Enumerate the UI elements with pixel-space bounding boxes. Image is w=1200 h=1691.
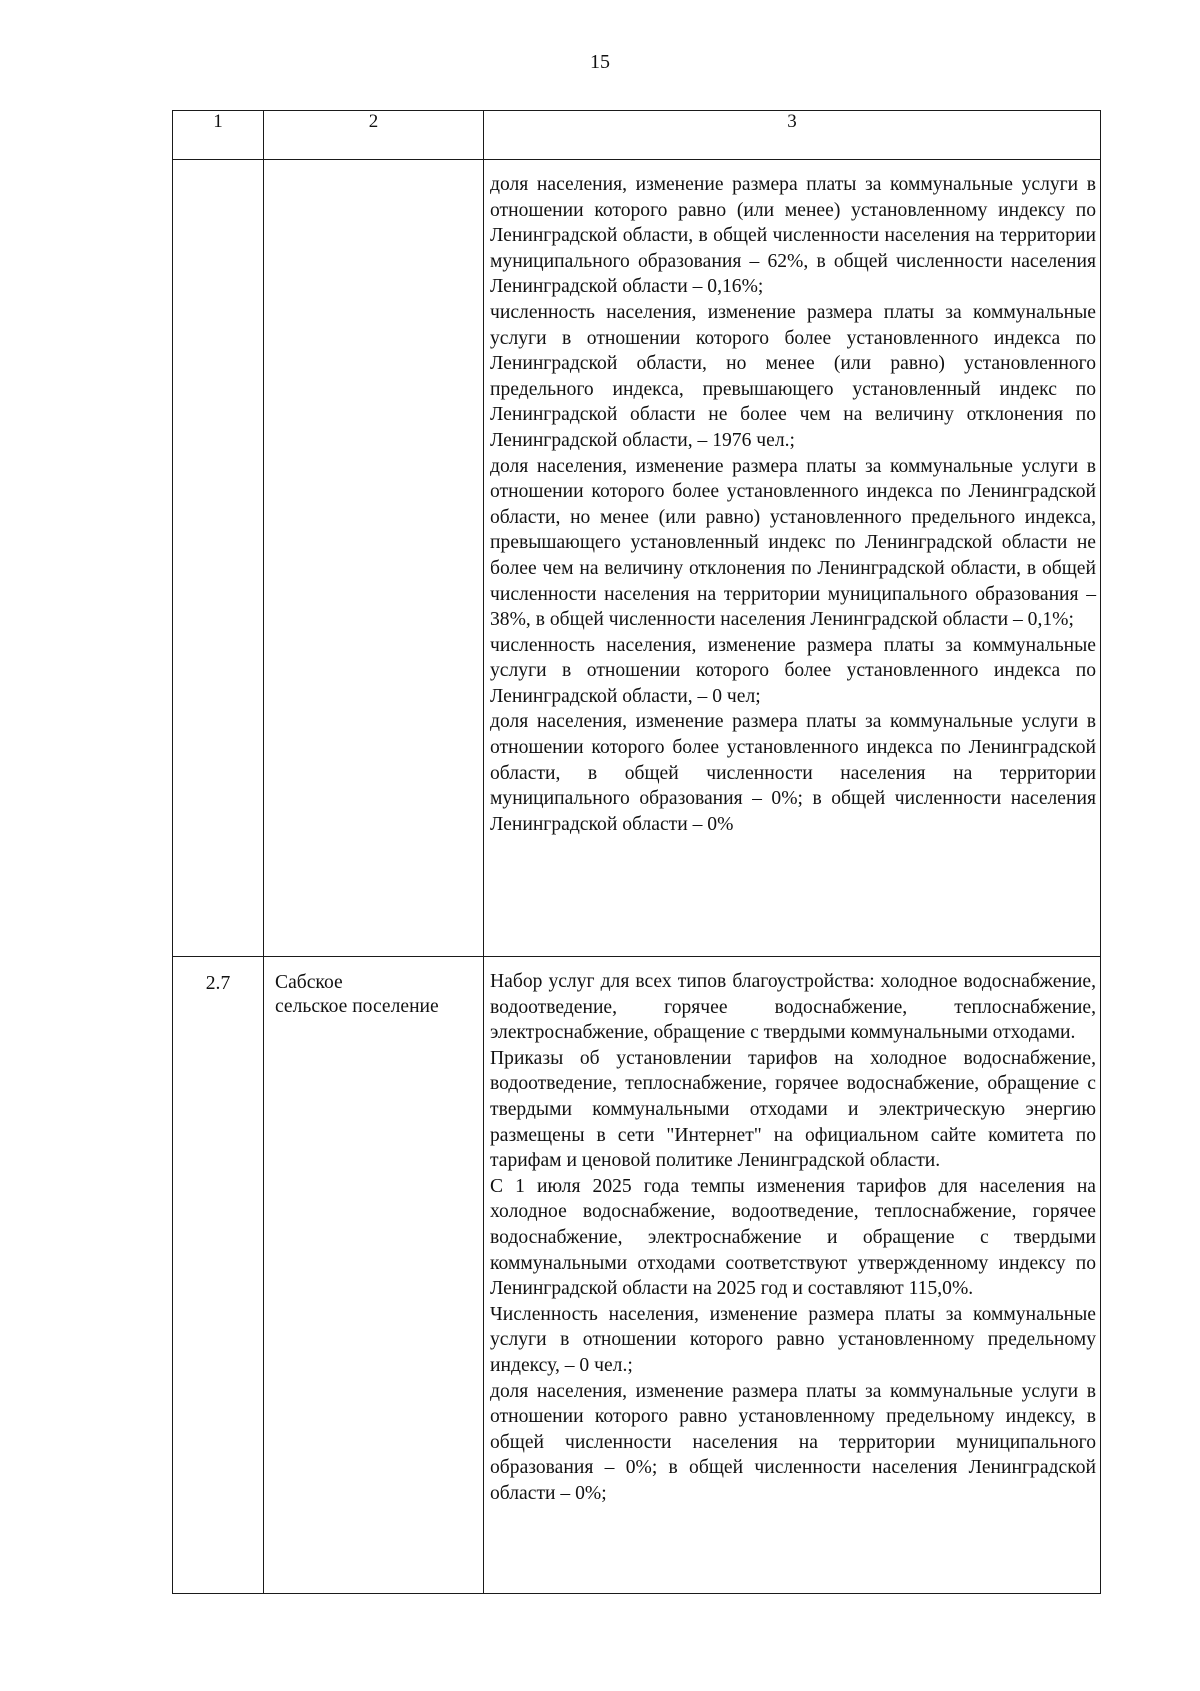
column-header-1: 1	[173, 111, 264, 160]
description-paragraph: доля населения, изменение размера платы за коммунальные услуги в отношении которого более установленного индекса по Ленинградской области, в общей численности населения на территории муниципального образования – 0%; в общей численности населения Ленинградской области – 0%	[490, 711, 1096, 835]
data-table	[172, 110, 1101, 1594]
table-row	[173, 957, 1101, 1594]
page-number: 15	[590, 51, 610, 73]
description-paragraph: Приказы об установлении тарифов на холодное водоснабжение, водоотведение, теплоснабжение, горячее водоснабжение, обращение с твердыми коммунальными отходами и электрическую энергию размещены в сети "Интернет" на официальном сайте комитета по тарифам и ценовой политике Ленинградской области.	[490, 1047, 1096, 1172]
column-header-3: 3	[484, 111, 1101, 160]
row-description-cell	[484, 160, 1101, 957]
row-name-cell	[264, 957, 484, 1594]
description-paragraph: доля населения, изменение размера платы за коммунальные услуги в отношении которого более установленного индекса по Ленинградской области, но менее (или равно) установленного предельного индекса, превышающего установленный индекс по Ленинградской области не более чем на величину отклонения по Ленинградской области, в общей численности населения на территории муниципального образования – 38%, в общей численности населения Ленинградской области – 0,1%;	[490, 455, 1096, 631]
settlement-name-line: Сабское	[275, 972, 343, 993]
row-number-cell: 2.7	[173, 957, 264, 1594]
description-paragraph: численность населения, изменение размера платы за коммунальные услуги в отношении которого более установленного индекса по Ленинградской области, но менее (или равно) установленного предельного индекса, превышающего установленный индекс по Ленинградской области не более чем на величину отклонения по Ленинградской области, – 1976 чел.;	[490, 301, 1096, 451]
row-description-cell	[484, 957, 1101, 1594]
description-paragraph: численность населения, изменение размера платы за коммунальные услуги в отношении которого более установленного индекса по Ленинградской области, – 0 чел;	[490, 634, 1096, 707]
column-header-2: 2	[264, 111, 484, 160]
table-header-row	[173, 111, 1101, 160]
description-paragraph: С 1 июля 2025 года темпы изменения тарифов для населения на холодное водоснабжение, водоотведение, теплоснабжение, горячее водоснабжение, электроснабжение и обращение с твердыми коммунальными отходами соответствуют утвержденному индексу по Ленинградской области на 2025 год и составляют 115,0%.	[490, 1175, 1096, 1300]
description-paragraph: доля населения, изменение размера платы за коммунальные услуги в отношении которого равно (или менее) установленному индексу по Ленинградской области, в общей численности населения на территории муниципального образования – 62%, в общей численности населения Ленинградской области – 0,16%;	[490, 174, 1096, 298]
description-paragraph: доля населения, изменение размера платы за коммунальные услуги в отношении которого равно установленному предельному индексу, в общей численности населения на территории муниципального образования – 0%; в общей численности населения Ленинградской области – 0%;	[490, 1380, 1096, 1504]
description-paragraph: Численность населения, изменение размера платы за коммунальные услуги в отношении которого равно установленному предельному индексу, – 0 чел.;	[490, 1303, 1096, 1376]
settlement-type-line: сельское поселение	[275, 996, 439, 1017]
row-name-cell	[264, 160, 484, 957]
row-number-cell	[173, 160, 264, 957]
table-row	[173, 160, 1101, 957]
description-paragraph: Набор услуг для всех типов благоустройства: холодное водоснабжение, водоотведение, горячее водоснабжение, теплоснабжение, электроснабжение, обращение с твердыми коммунальными отходами.	[490, 971, 1096, 1044]
